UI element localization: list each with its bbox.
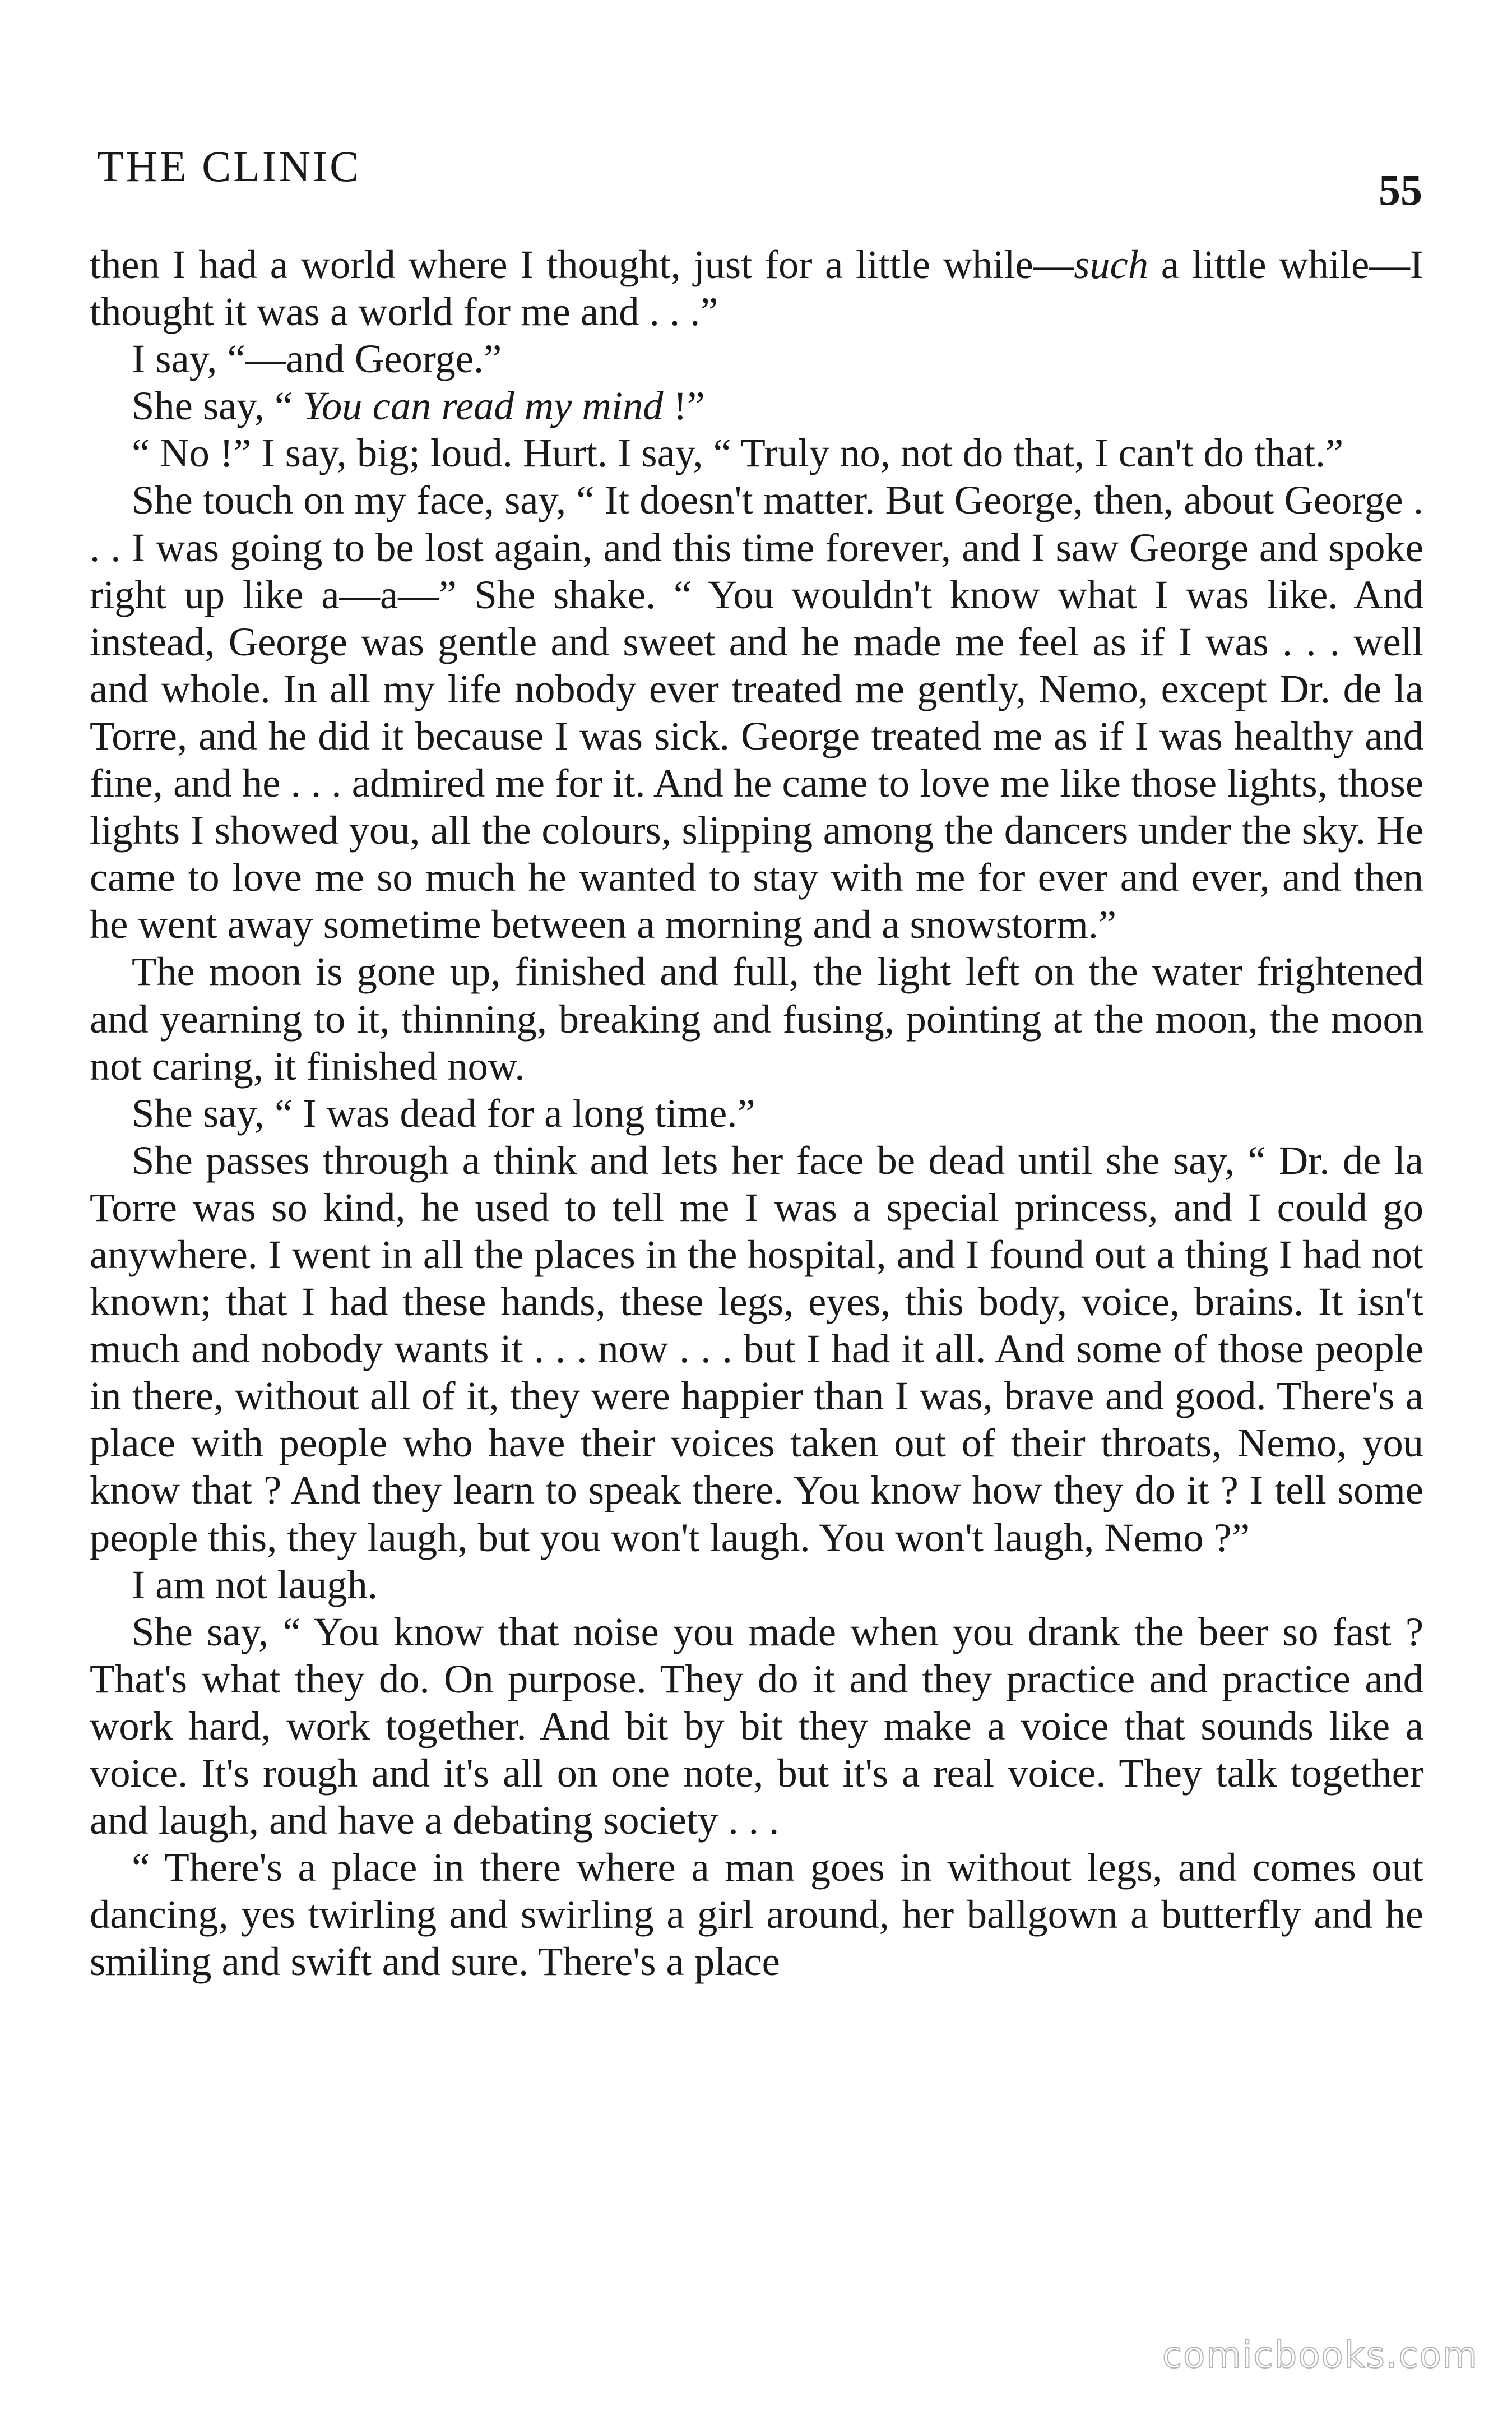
paragraph — [90, 1844, 1423, 1985]
text-run: “ There's a place in there where a man goes in without legs, and comes out dancing, yes twirling and swirling a girl around, her ballgown a butterfly and he smiling and swift and sure. There's a place — [90, 1844, 1423, 1984]
paragraph — [90, 477, 1423, 948]
text-run: I am not laugh. — [132, 1561, 378, 1607]
text-run: She touch on my face, say, “ It doesn't matter. But George, then, about George . . . I was going to be lost again, and this time forever, and I saw George and spoke right up like a—a—” She shake. “ You wouldn't know what I was like. And instead, George was gentle and sweet and he made me feel as if I was . . . well and whole. In all my life nobody ever treated me gently, Nemo, except Dr. de la Torre, and he did it because I was sick. George treated me as if I was healthy and fine, and he . . . admired me for it. And he came to love me like those lights, those lights I showed you, all the colours, slipping among the dancers under the sky. He came to love me so much he wanted to stay with me for ever and ever, and then he went away sometime between a morning and a snowstorm.” — [90, 477, 1423, 947]
text-run: She say, “ — [132, 383, 303, 429]
text-run: a little while—I thought it was a world for me and . . .” — [90, 242, 1423, 335]
paragraph — [90, 1137, 1423, 1561]
body-text — [90, 241, 1423, 1985]
paragraph — [90, 429, 1423, 477]
running-head: THE CLINIC — [97, 142, 361, 191]
paragraph — [90, 1090, 1423, 1137]
paragraph — [90, 241, 1423, 335]
paragraph — [90, 1561, 1423, 1608]
text-run: then I had a world where I thought, just for a little while— — [90, 242, 1074, 287]
page-number: 55 — [1379, 165, 1422, 214]
text-run: !” — [663, 383, 705, 429]
paragraph — [90, 335, 1423, 382]
paragraph — [90, 948, 1423, 1089]
text-run: I say, “—and George.” — [132, 336, 502, 382]
text-run: She passes through a think and lets her face be dead until she say, “ Dr. de la Torre was so kind, he used to tell me I was a special princess, and I could go anywhere. I went in all the places in the hospital, and I found out a thing I had not known; that I had these hands, these legs, eyes, this body, voice, brains. It isn't much and nobody wants it . . . now . . . but I had it all. And some of those people in there, without all of it, they were happier than I was, brave and good. There's a place with people who have their voices taken out of their throats, Nemo, you know that ? And they learn to speak there. You know how they do it ? I tell some people this, they laugh, but you won't laugh. You won't laugh, Nemo ?” — [90, 1137, 1423, 1560]
paragraph — [90, 382, 1423, 429]
text-run: She say, “ You know that noise you made when you drank the beer so fast ? That's what they do. On purpose. They do it and they practice and practice and work hard, work together. And bit by bit they make a voice that sounds like a voice. It's rough and it's all on one note, but it's a real voice. They talk together and laugh, and have a debating society . . . — [90, 1608, 1423, 1843]
paragraph — [90, 1608, 1423, 1844]
text-run: The moon is gone up, finished and full, the light left on the water frightened and yearning to it, thinning, breaking and fusing, pointing at the moon, the moon not caring, it finished now. — [90, 949, 1423, 1089]
text-run: She say, “ I was dead for a long time.” — [132, 1090, 755, 1136]
italic-text: such — [1074, 242, 1149, 287]
watermark: comicbooks.com — [1162, 2335, 1478, 2376]
italic-text: You can read my mind — [303, 383, 664, 429]
text-run: “ No !” I say, big; loud. Hurt. I say, “ Truly no, not do that, I can't do that.” — [132, 430, 1344, 476]
